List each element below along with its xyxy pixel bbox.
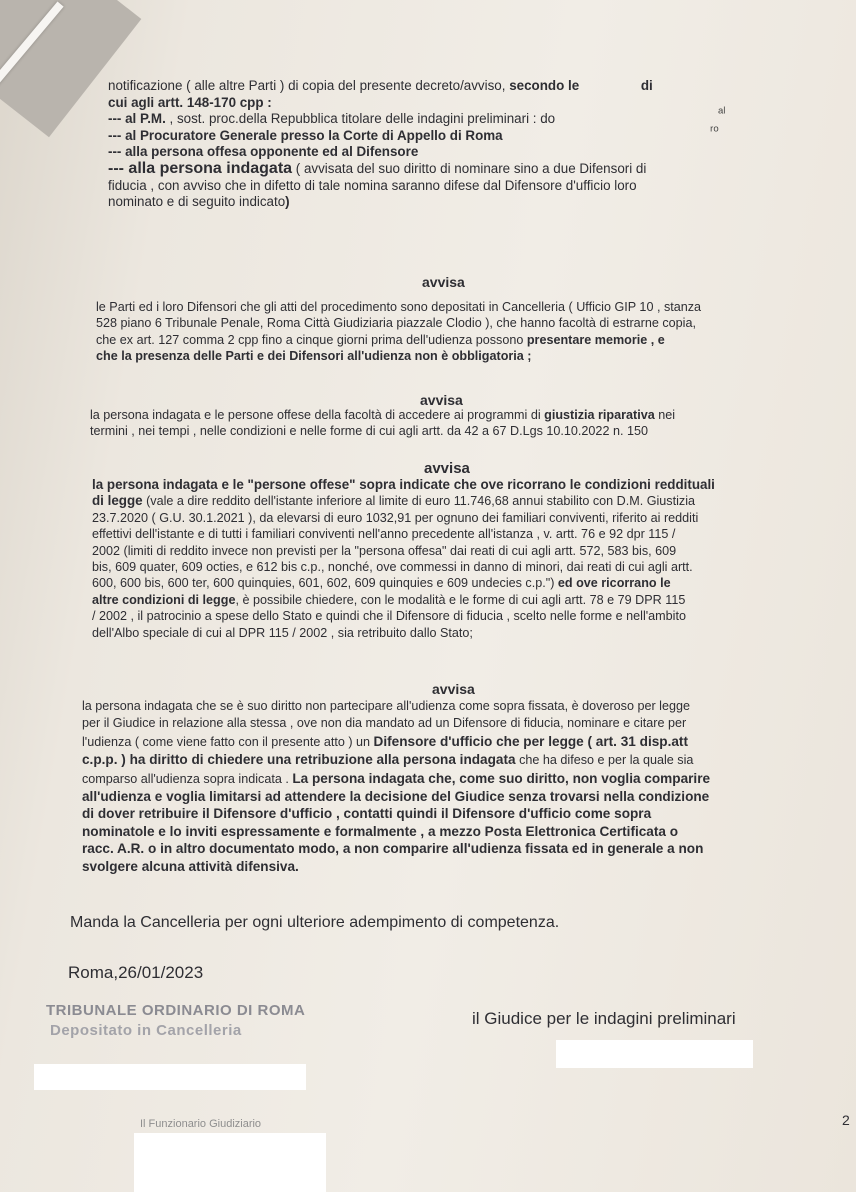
redaction-box [34,1064,306,1090]
court-stamp-line-2: Depositato in Cancelleria [50,1022,242,1039]
notification-line-1 [108,78,826,95]
avvisa-heading-4: avvisa [432,681,475,697]
manda-line: Manda la Cancelleria per ogni ulteriore adempimento di competenza. [70,914,560,931]
paragraph-line: effettivi dell'istante e di tutti i familiari conviventi nell'anno precedente all'istanza , v. artt. 76 e 92 dpr 115 / [92,527,676,542]
date-line: Roma,26/01/2023 [68,963,204,982]
funzionario-label: Il Funzionario Giudiziario [140,1118,262,1130]
text: la persona indagata e le persone offese della facoltà di accedere ai programmi di [90,408,545,422]
avvisa-paragraph-3 [92,477,834,641]
text: nominato e di seguito indicato [108,194,286,210]
paragraph-line [92,592,834,608]
paragraph-line: le Parti ed i loro Difensori che gli atti del procedimento sono depositati in Cancelleria ( Ufficio GIP 10 , stanza [96,300,702,314]
paragraph-line: la persona indagata e le "persone offese" sopra indicate che ove ricorrano le condizioni reddituali [92,477,715,492]
avvisa-paragraph-1 [96,299,830,365]
page-number: 2 [842,1112,850,1128]
redaction-box [134,1133,326,1192]
text-bold: --- al [108,111,140,127]
recipient-indagata [108,161,826,178]
handwritten-mark: ᵃˡ [718,104,726,120]
text-bold: P.M. [140,111,166,127]
text: comparso all'udienza sopra indicata . [82,771,293,786]
text-bold: secondo le [509,78,580,93]
recipient-offesa: --- alla persona offesa opponente ed al Difensore [108,144,419,160]
paragraph-line [82,751,834,769]
paragraph-line: di dover retribuire il Difensore d'ufficio , contatti quindi il Difensore d'ufficio come sopra [82,806,652,822]
paragraph-line [92,493,834,509]
court-stamp-line-1: TRIBUNALE ORDINARIO DI ROMA [46,1002,306,1019]
text: l'udienza ( come viene fatto con il presente atto ) un [82,734,374,749]
text-bold: di legge [92,493,143,509]
notification-line-2: cui agli artt. 148-170 cpp : [108,94,272,110]
text: 600, 600 bis, 600 ter, 600 quinquies, 601, 602, 609 quinquies e 609 undecies c.p.") [92,576,555,591]
text: (vale a dire reddito dell'istante inferiore al limite di euro 11.746,68 annui stabilito con D.M. Giustizia [142,494,695,509]
text: , è possibile chiedere, con le modalità e le forme di cui agli artt. 78 e 79 DPR 115 [235,592,686,607]
paragraph-line [92,575,834,591]
paragraph-line: bis, 609 quater, 609 octies, e 612 bis c.p., nonché, ove commessi in danno di minori, dai reati di cui agli artt. [92,560,693,575]
text-bold: di [640,78,653,93]
text: nei [654,408,676,422]
paragraph-line: 528 piano 6 Tribunale Penale, Roma Città Giudiziaria piazzale Clodio ), che hanno facoltà di estrarne copia, [96,316,696,331]
avvisa-heading-1: avvisa [422,274,465,290]
paragraph-line: la persona indagata che se è suo diritto non partecipare all'udienza come sopra fissata, è doveroso per legge [82,699,690,713]
text: che ha difeso e per la quale sia [515,753,694,768]
recipient-indagata-line-3 [108,194,826,211]
avvisa-heading-2: avvisa [420,392,463,408]
paragraph-line [90,407,832,423]
text-bold: --- alla persona indagata [108,159,293,177]
paragraph-line: 2002 (limiti di reddito invece non previsti per la "persona offesa" dai reati di cui agli artt. 572, 583 bis, 609 [92,543,677,558]
text: , sost. proc.della Repubblica titolare delle indagini preliminari : do [165,111,556,127]
paragraph-line: per il Giudice in relazione alla stessa , ove non dia mandato ad un Difensore di fiducia, nominare e citare per [82,716,687,731]
paragraph-line: all'udienza e voglia limitarsi ad attendere la decisione del Giudice senza trovarsi nella condizione [82,789,710,805]
text-bold: altre condizioni di legge [92,592,236,607]
text-bold: presentare memorie , e [526,332,665,347]
text: notificazione ( alle altre Parti ) di copia del presente decreto/avviso, [108,78,510,93]
paragraph-line [96,332,830,348]
paragraph-line [82,770,834,788]
handwritten-mark: ʳᵒ [710,122,719,138]
paragraph-line: nominatole e lo inviti espressamente e formalmente , a mezzo Posta Elettronica Certificata o [82,823,679,839]
redaction-box [556,1040,753,1068]
avvisa-paragraph-2 [90,407,832,440]
paragraph-line: svolgere alcuna attività difensiva. [82,858,299,874]
avvisa-paragraph-4 [82,698,834,875]
text-bold: giustizia riparativa [544,408,655,422]
text-bold: Difensore d'ufficio che per legge ( art. 31 disp.att [373,733,688,749]
text-bold: c.p.p. ) ha diritto di chiedere una retribuzione alla persona indagata [82,752,516,768]
paragraph-line: / 2002 , il patrocinio a spese dello Stato e quindi che il Difensore di fiducia , scelto nelle forme e nell'ambito [92,609,686,624]
notification-block [108,78,826,211]
avvisa-heading-3: avvisa [424,460,470,477]
paragraph-line: dell'Albo speciale di cui al DPR 115 / 2002 , sia retribuito dallo Stato; [92,625,473,640]
recipient-pg: --- al Procuratore Generale presso la Corte di Appello di Roma [108,127,503,143]
text: che ex art. 127 comma 2 cpp fino a cinque giorni prima dell'udienza possono [96,332,527,347]
text-bold: La persona indagata che, come suo diritto, non voglia comparire [292,770,711,786]
paragraph-line [82,733,834,751]
recipient-indagata-line-2: fiducia , con avviso che in difetto di tale nomina saranno difese dal Difensore d'ufficio loro [108,177,637,193]
giudice-signature-label: il Giudice per le indagini preliminari [472,1009,736,1028]
paragraph-line: termini , nei tempi , nelle condizioni e nelle forme di cui agli artt. da 42 a 67 D.Lgs 10.10.2022 n. 150 [90,424,648,439]
paragraph-line: che la presenza delle Parti e dei Difensori all'udienza non è obbligatoria ; [96,349,532,364]
text-bold: ) [285,194,290,210]
paragraph-line: racc. A.R. o in altro documentato modo, a non comparire all'udienza fissata ed in generale a non [82,841,704,857]
paragraph-line: 23.7.2020 ( G.U. 30.1.2021 ), da elevarsi di euro 1032,91 per ognuno dei familiari conviventi, riferito ai redditi [92,510,699,525]
text: ( avvisata del suo diritto di nominare sino a due Difensori di [292,160,647,176]
text-bold: ed ove ricorrano le [554,576,671,591]
